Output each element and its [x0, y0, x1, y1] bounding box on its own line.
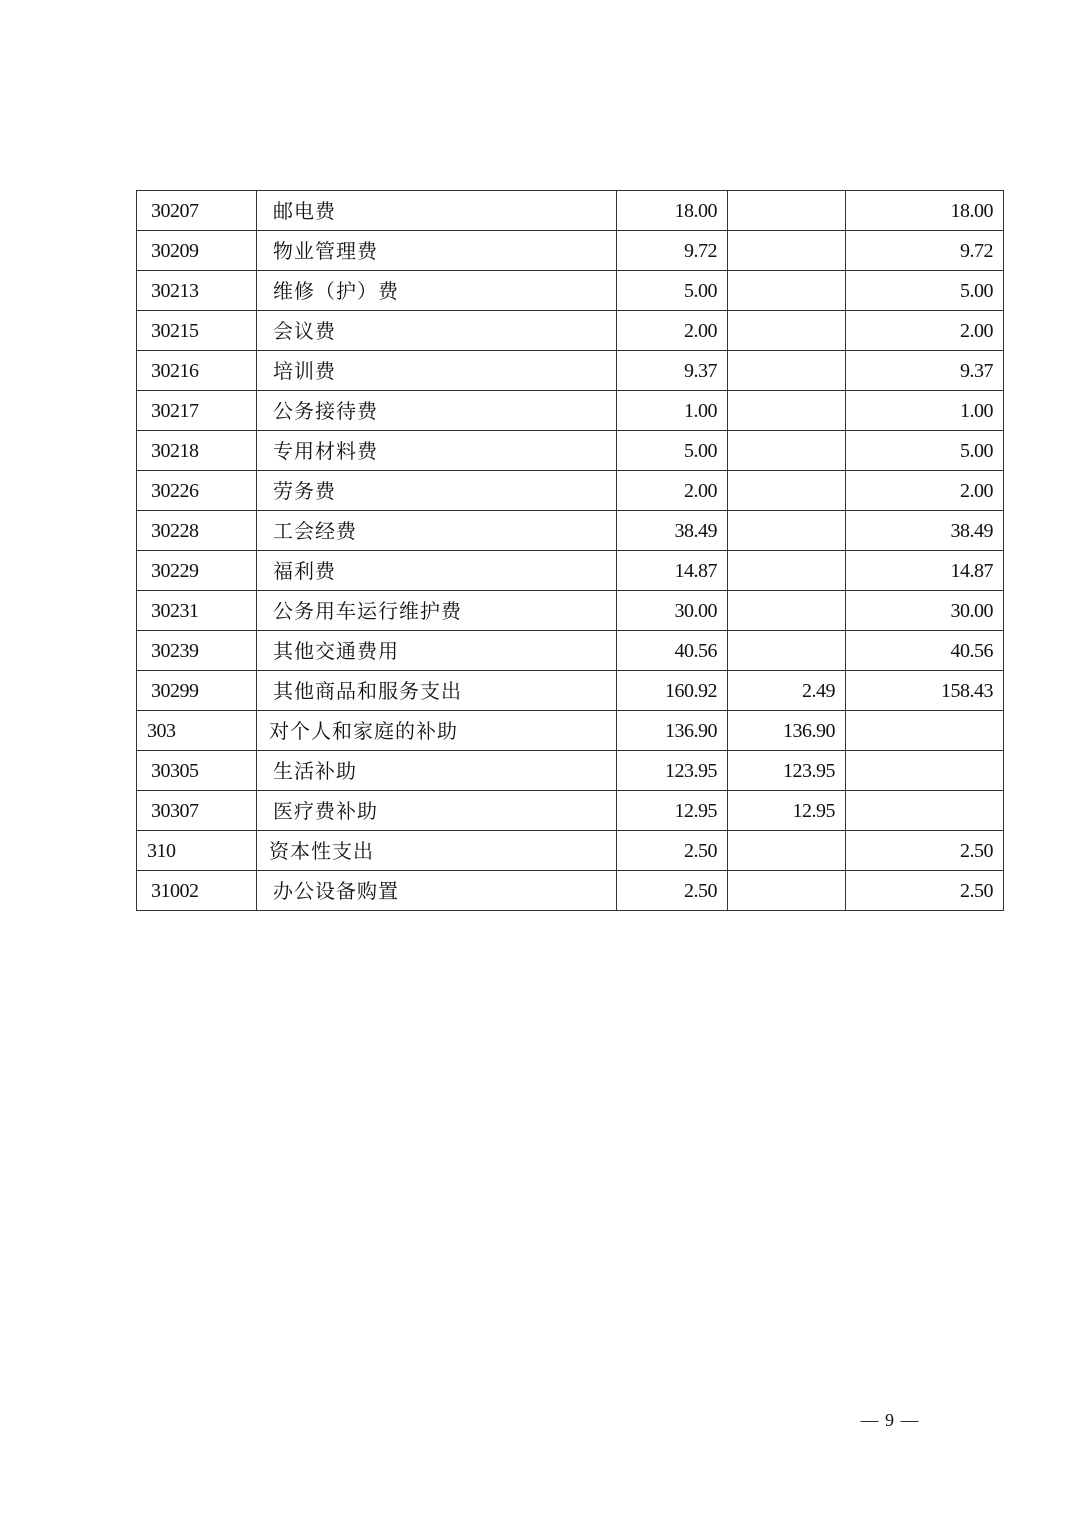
- cell-basic-expenditure: 12.95: [728, 791, 846, 831]
- cell-item-name: 其他商品和服务支出: [257, 671, 617, 711]
- cell-project-expenditure: 30.00: [846, 591, 1004, 631]
- cell-code: 30217: [137, 391, 257, 431]
- cell-project-expenditure: 14.87: [846, 551, 1004, 591]
- cell-code: 30299: [137, 671, 257, 711]
- table-row: [137, 271, 1004, 311]
- cell-code: 30239: [137, 631, 257, 671]
- cell-item-name: 医疗费补助: [257, 791, 617, 831]
- cell-total: 18.00: [617, 191, 728, 231]
- cell-item-name: 邮电费: [257, 191, 617, 231]
- cell-code: 30231: [137, 591, 257, 631]
- cell-total: 5.00: [617, 271, 728, 311]
- cell-code: 30228: [137, 511, 257, 551]
- cell-total: 9.72: [617, 231, 728, 271]
- budget-table: [136, 190, 1004, 911]
- cell-item-name: 工会经费: [257, 511, 617, 551]
- table-row: [137, 831, 1004, 871]
- cell-project-expenditure: 40.56: [846, 631, 1004, 671]
- cell-basic-expenditure: 2.49: [728, 671, 846, 711]
- cell-basic-expenditure: [728, 831, 846, 871]
- cell-basic-expenditure: [728, 351, 846, 391]
- table-row: [137, 551, 1004, 591]
- cell-project-expenditure: 9.72: [846, 231, 1004, 271]
- cell-item-name: 专用材料费: [257, 431, 617, 471]
- cell-total: 123.95: [617, 751, 728, 791]
- cell-code: 310: [137, 831, 257, 871]
- cell-total: 14.87: [617, 551, 728, 591]
- cell-item-name: 办公设备购置: [257, 871, 617, 911]
- cell-total: 12.95: [617, 791, 728, 831]
- cell-item-name: 劳务费: [257, 471, 617, 511]
- cell-basic-expenditure: [728, 871, 846, 911]
- table-row: [137, 311, 1004, 351]
- cell-code: 30215: [137, 311, 257, 351]
- cell-code: 30218: [137, 431, 257, 471]
- cell-project-expenditure: 5.00: [846, 271, 1004, 311]
- cell-total: 9.37: [617, 351, 728, 391]
- table-row: [137, 591, 1004, 631]
- table-row: [137, 391, 1004, 431]
- table-row: [137, 791, 1004, 831]
- table-row: [137, 231, 1004, 271]
- page-number: — 9 —: [860, 1410, 920, 1430]
- cell-project-expenditure: 9.37: [846, 351, 1004, 391]
- cell-item-name: 生活补助: [257, 751, 617, 791]
- cell-project-expenditure: 5.00: [846, 431, 1004, 471]
- cell-project-expenditure: 18.00: [846, 191, 1004, 231]
- cell-basic-expenditure: [728, 191, 846, 231]
- cell-total: 2.00: [617, 471, 728, 511]
- cell-total: 40.56: [617, 631, 728, 671]
- cell-item-name: 公务接待费: [257, 391, 617, 431]
- cell-project-expenditure: 2.50: [846, 831, 1004, 871]
- cell-item-name: 资本性支出: [257, 831, 617, 871]
- cell-basic-expenditure: [728, 391, 846, 431]
- table-row: [137, 431, 1004, 471]
- cell-basic-expenditure: [728, 591, 846, 631]
- cell-item-name: 对个人和家庭的补助: [257, 711, 617, 751]
- table-row: [137, 871, 1004, 911]
- cell-total: 30.00: [617, 591, 728, 631]
- cell-basic-expenditure: [728, 311, 846, 351]
- cell-total: 2.50: [617, 871, 728, 911]
- cell-code: 30216: [137, 351, 257, 391]
- cell-basic-expenditure: 123.95: [728, 751, 846, 791]
- cell-project-expenditure: 2.00: [846, 311, 1004, 351]
- cell-project-expenditure: 158.43: [846, 671, 1004, 711]
- cell-total: 2.50: [617, 831, 728, 871]
- cell-basic-expenditure: [728, 471, 846, 511]
- cell-project-expenditure: [846, 711, 1004, 751]
- cell-project-expenditure: 1.00: [846, 391, 1004, 431]
- cell-item-name: 福利费: [257, 551, 617, 591]
- cell-item-name: 会议费: [257, 311, 617, 351]
- cell-item-name: 公务用车运行维护费: [257, 591, 617, 631]
- cell-project-expenditure: 2.00: [846, 471, 1004, 511]
- cell-code: 31002: [137, 871, 257, 911]
- cell-total: 160.92: [617, 671, 728, 711]
- cell-basic-expenditure: [728, 511, 846, 551]
- cell-code: 30207: [137, 191, 257, 231]
- budget-table-body: [137, 191, 1004, 911]
- table-row: [137, 631, 1004, 671]
- cell-basic-expenditure: [728, 631, 846, 671]
- cell-basic-expenditure: [728, 431, 846, 471]
- table-row: [137, 351, 1004, 391]
- cell-code: 30307: [137, 791, 257, 831]
- cell-total: 5.00: [617, 431, 728, 471]
- cell-basic-expenditure: [728, 271, 846, 311]
- cell-code: 303: [137, 711, 257, 751]
- cell-total: 2.00: [617, 311, 728, 351]
- cell-code: 30226: [137, 471, 257, 511]
- cell-code: 30209: [137, 231, 257, 271]
- cell-project-expenditure: [846, 751, 1004, 791]
- cell-basic-expenditure: 136.90: [728, 711, 846, 751]
- table-row: [137, 711, 1004, 751]
- cell-project-expenditure: 38.49: [846, 511, 1004, 551]
- cell-total: 136.90: [617, 711, 728, 751]
- table-row: [137, 511, 1004, 551]
- cell-item-name: 培训费: [257, 351, 617, 391]
- cell-code: 30305: [137, 751, 257, 791]
- cell-project-expenditure: 2.50: [846, 871, 1004, 911]
- cell-total: 38.49: [617, 511, 728, 551]
- cell-code: 30229: [137, 551, 257, 591]
- cell-total: 1.00: [617, 391, 728, 431]
- cell-item-name: 维修（护）费: [257, 271, 617, 311]
- cell-item-name: 其他交通费用: [257, 631, 617, 671]
- cell-project-expenditure: [846, 791, 1004, 831]
- cell-basic-expenditure: [728, 551, 846, 591]
- table-row: [137, 191, 1004, 231]
- cell-item-name: 物业管理费: [257, 231, 617, 271]
- table-row: [137, 471, 1004, 511]
- cell-code: 30213: [137, 271, 257, 311]
- table-row: [137, 671, 1004, 711]
- table-row: [137, 751, 1004, 791]
- cell-basic-expenditure: [728, 231, 846, 271]
